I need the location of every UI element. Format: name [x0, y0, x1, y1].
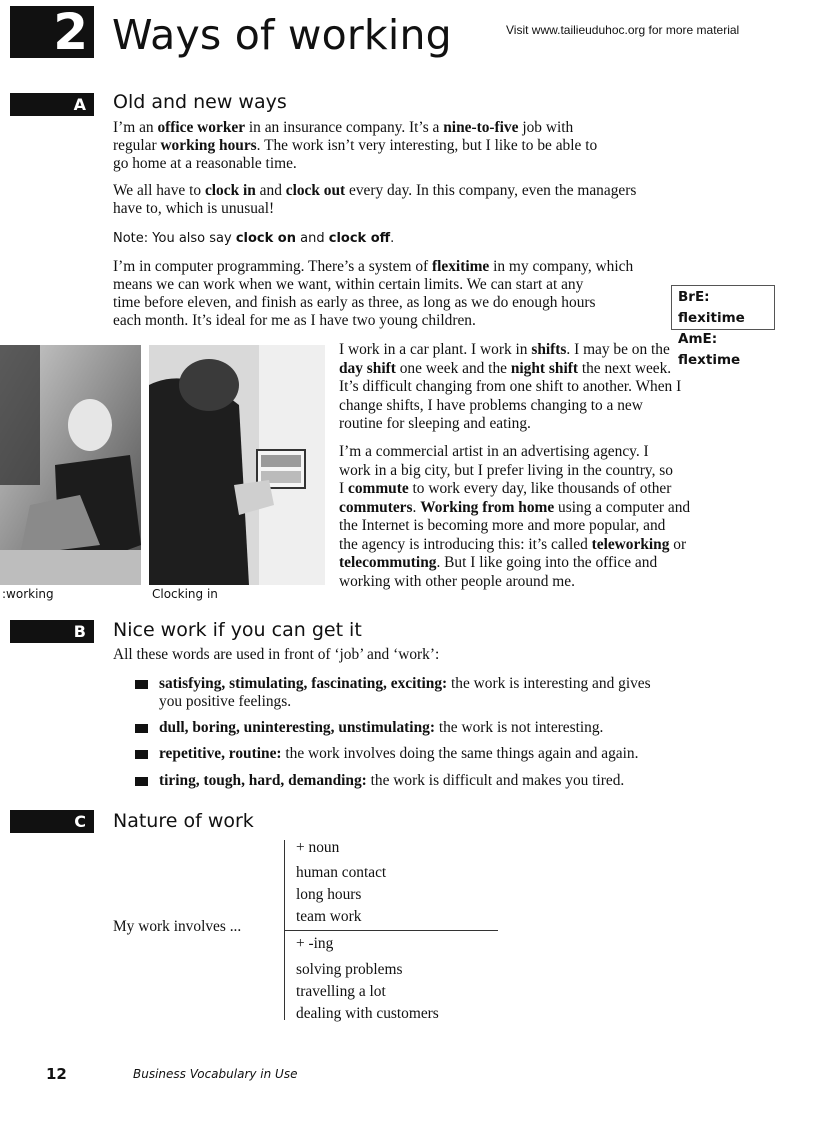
section-c-badge: C	[10, 810, 94, 833]
book-title: Business Vocabulary in Use	[133, 1067, 298, 1081]
visit-note: Visit www.tailieuduhoc.org for more material	[506, 23, 740, 37]
noun-header: + noun	[296, 839, 340, 856]
bullet-square-icon	[135, 724, 148, 733]
bullet-square-icon	[135, 777, 148, 786]
section-b-intro: All these words are used in front of ‘job’ and ‘work’:	[113, 646, 440, 663]
table-horizontal-divider	[284, 930, 498, 931]
paragraph-clock-in: We all have to clock in and clock out every day. In this company, even the managers have to, which is unusual!	[113, 182, 637, 217]
paragraph-commute: I’m a commercial artist in an advertising agency. I work in a big city, but I prefer living in the country, so I commute to work every day, like thousands of other commuters. Working from home using a computer and the Internet is becoming more and more popular, and the agency is introducing this: it’s called teleworking or telecommuting. But I like going into the office and working with other people around me.	[339, 443, 691, 590]
bullet-item	[135, 772, 725, 792]
paragraph-shifts: I work in a car plant. I work in shifts. I may be on the day shift one week and the night shift the next week. It’s difficult changing from one shift to another. When I change shifts, I have problems changing to a new routine for sleeping and eating.	[339, 341, 682, 432]
bullet-item	[135, 719, 725, 739]
photo2-caption: Clocking in	[152, 587, 218, 601]
bullet-item	[135, 675, 725, 715]
section-a-title: Old and new ways	[113, 91, 287, 113]
page-number: 12	[46, 1065, 67, 1083]
paragraph-flexitime: I’m in computer programming. There’s a system of flexitime in my company, which means we can work when we want, within certain limits. We can start at any time before eleven, and finish as early as three, as long as we do enough hours each month. It’s ideal for me as I have two young children.	[113, 258, 634, 329]
unit-number-badge: 2	[10, 6, 94, 58]
note-clock-on: Note: You also say clock on and clock off.	[113, 231, 395, 246]
bullet-item	[135, 745, 725, 765]
paragraph-office-worker: I’m an office worker in an insurance company. It’s a nine-to-five job with regular working hours. The work isn’t very interesting, but I like to be able to go home at a reasonable time.	[113, 119, 598, 172]
table-row: human contact	[296, 864, 387, 881]
section-c-title: Nature of work	[113, 810, 254, 832]
bullet-text: tiring, tough, hard, demanding: the work is difficult and makes you tired.	[159, 772, 625, 789]
table-left-label: My work involves ...	[113, 918, 242, 935]
unit-title: Ways of working	[112, 11, 452, 59]
table-row: team work	[296, 908, 362, 925]
table-row: travelling a lot	[296, 983, 386, 1000]
bullet-square-icon	[135, 680, 148, 689]
section-a-badge: A	[10, 93, 94, 116]
ing-header: + -ing	[296, 935, 334, 952]
table-row: dealing with customers	[296, 1005, 439, 1022]
bullet-text: repetitive, routine: the work involves doing the same things again and again.	[159, 745, 639, 762]
section-b-badge: B	[10, 620, 94, 643]
bre-ame-note-box	[671, 285, 775, 368]
bullet-text: satisfying, stimulating, fascinating, exciting: the work is interesting and gives you positive feelings.	[159, 675, 651, 710]
table-row: solving problems	[296, 961, 403, 978]
clocking-in-photo	[149, 345, 325, 585]
bullet-text: dull, boring, uninteresting, unstimulating: the work is not interesting.	[159, 719, 604, 736]
ame-label: AmE: flextime	[678, 331, 741, 368]
bullet-square-icon	[135, 750, 148, 759]
section-b-title: Nice work if you can get it	[113, 619, 362, 641]
factory-worker-photo	[0, 345, 141, 585]
table-row: long hours	[296, 886, 362, 903]
photo1-caption: :working	[2, 587, 54, 601]
bre-label: BrE: flexitime	[678, 289, 745, 326]
